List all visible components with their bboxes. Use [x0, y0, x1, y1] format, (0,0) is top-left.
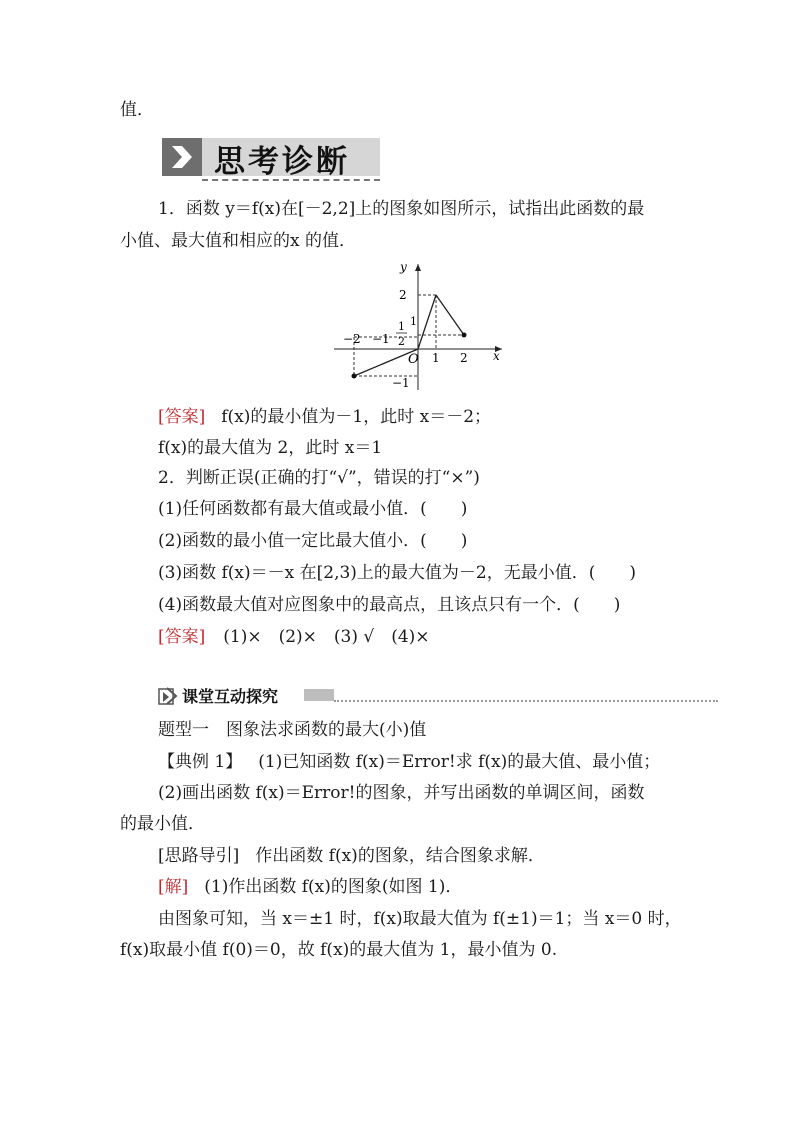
answer2-line	[158, 626, 430, 648]
q1-line1: 1．函数 y＝f(x)在[－2,2]上的图象如图所示，试指出此函数的最	[158, 199, 645, 219]
y-axis-label: y	[400, 260, 407, 274]
q2-item-2: (2)函数的最小值一定比最大值小．( )	[158, 531, 468, 551]
function-graph	[330, 258, 530, 393]
top-fragment: 值．	[120, 100, 154, 120]
example-text1: (1)已知函数 f(x)＝Error!求 f(x)的最大值、最小值；	[258, 752, 661, 772]
q2-item-3: (3)函数 f(x)＝－x 在[2,3)上的最大值为－2，无最小值．( )	[158, 563, 636, 583]
x-axis-label: x	[493, 349, 500, 363]
answer1-line2: f(x)的最大值为 2，此时 x＝1	[158, 438, 383, 458]
q2-item-1: (1)任何函数都有最大值或最小值．( )	[158, 499, 468, 519]
example-line2: (2)画出函数 f(x)＝Error!的图象，并写出函数的单调区间，函数	[158, 783, 645, 803]
answer2-tag: [答案]	[158, 627, 206, 647]
example-line1	[158, 751, 660, 773]
origin-label: O	[408, 352, 419, 367]
topic-heading: 题型一 图象法求函数的最大(小)值	[158, 720, 427, 740]
tick-label-x2: 2	[460, 351, 468, 365]
answer1-line1	[158, 406, 491, 428]
example-tag: 【典例 1】	[158, 752, 243, 772]
solution-tag: [解]	[158, 877, 189, 897]
tick-label-x-neg1: −1	[372, 332, 390, 346]
section-header	[158, 684, 718, 708]
solution-line1	[158, 876, 462, 898]
tick-label-half-den: 2	[398, 335, 405, 348]
tick-label-x-neg2: −2	[343, 332, 361, 346]
solution-line2: 由图象可知，当 x＝±1 时，f(x)取最大值为 f(±1)＝1；当 x＝0 时，	[158, 909, 682, 929]
section-arrow-icon	[158, 686, 178, 706]
answer-tag: [答案]	[158, 407, 206, 427]
banner-dashed-rule	[202, 179, 380, 181]
answer1-text: f(x)的最小值为－1，此时 x＝－2；	[221, 407, 492, 427]
section-title: 课堂互动探究	[182, 687, 279, 706]
hint-tag: [思路导引]	[158, 846, 240, 866]
hint-text: 作出函数 f(x)的图象，结合图象求解．	[255, 846, 545, 866]
hint-line	[158, 845, 545, 867]
tick-label-y-neg1: −1	[392, 376, 410, 390]
tick-label-x1: 1	[432, 351, 440, 365]
section-title-bar	[304, 689, 334, 701]
answer2-text: (1)× (2)× (3) √ (4)×	[223, 627, 430, 647]
banner-title: 思考诊断	[214, 144, 350, 180]
q1-line2: 小值、最大值和相应的x 的值．	[120, 231, 356, 251]
tick-label-y1: 1	[410, 315, 417, 328]
example-line3: 的最小值．	[120, 814, 205, 834]
q2-item-4: (4)函数最大值对应图象中的最高点，且该点只有一个．( )	[158, 595, 621, 615]
section-banner	[162, 132, 384, 184]
tick-label-y2: 2	[399, 288, 407, 302]
banner-arrow-icon	[162, 138, 202, 176]
q2-intro: 2．判断正误(正确的打“√”，错误的打“×”)	[158, 468, 480, 488]
solution-line3: f(x)取最小值 f(0)＝0，故 f(x)的最大值为 1，最小值为 0.	[120, 940, 558, 960]
section-dotted-rule	[334, 700, 718, 702]
solution-text1: (1)作出函数 f(x)的图象(如图 1)．	[204, 877, 463, 897]
tick-label-half-num: 1	[398, 320, 405, 333]
